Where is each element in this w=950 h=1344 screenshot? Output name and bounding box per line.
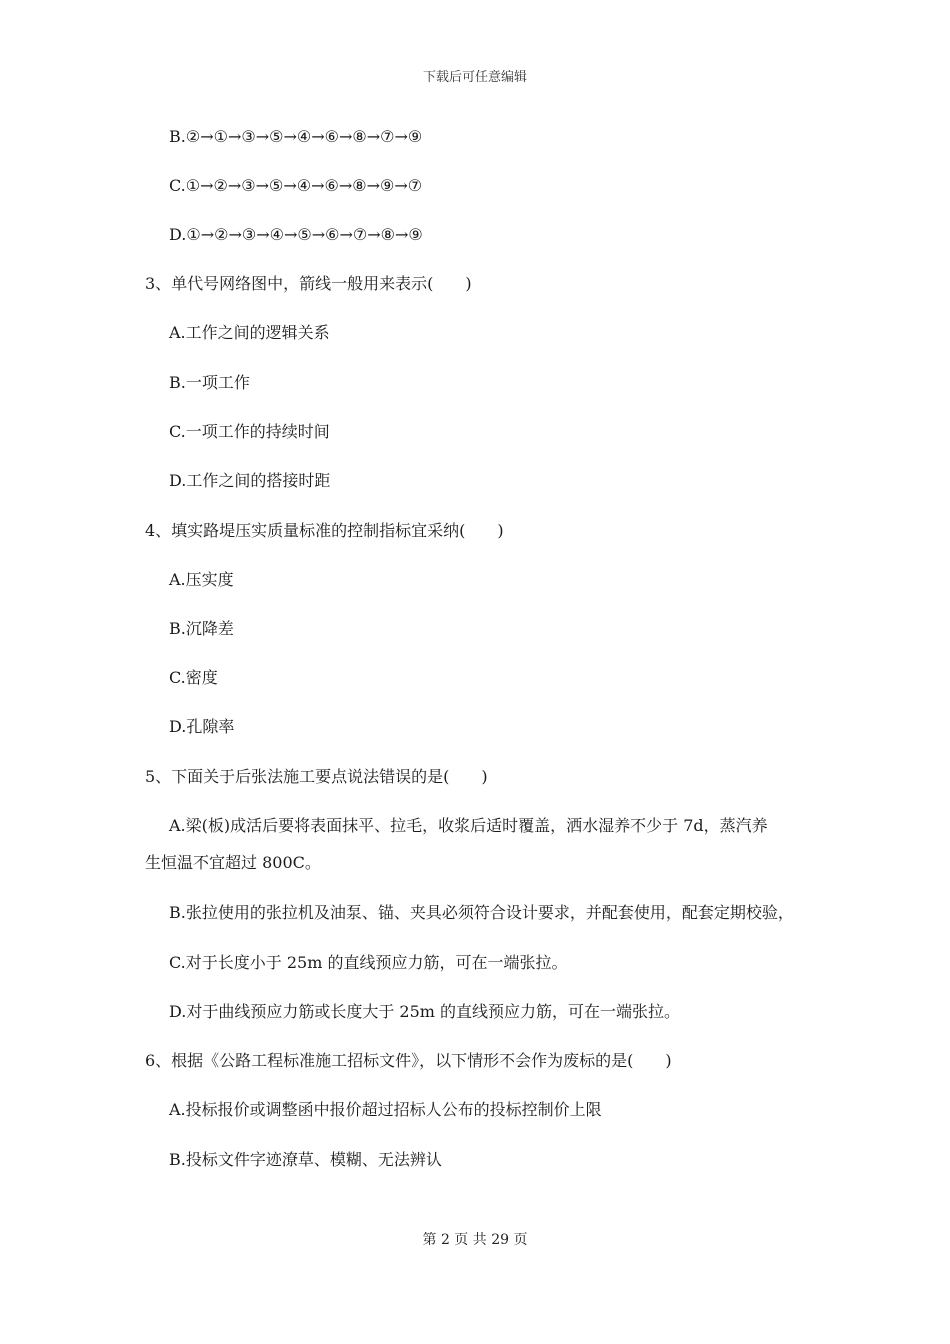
- option-line: B.一项工作: [169, 373, 250, 392]
- question-line: 4、填实路堤压实质量标准的控制指标宜采纳( ): [145, 521, 504, 540]
- question-line: 5、下面关于后张法施工要点说法错误的是( ): [145, 767, 488, 786]
- question-line: 3、单代号网络图中，箭线一般用来表示( ): [145, 274, 472, 293]
- option-line: D.①→②→③→④→⑤→⑥→⑦→⑧→⑨: [169, 225, 423, 244]
- page-footer: 第 2 页 共 29 页: [422, 1232, 528, 1248]
- option-line: A.梁(板)成活后要将表面抹平、拉毛，收浆后适时覆盖，洒水湿养不少于 7d，蒸汽养: [169, 816, 768, 835]
- option-line: A.工作之间的逻辑关系: [169, 323, 330, 342]
- option-line: D.对于曲线预应力筋或长度大于 25m 的直线预应力筋，可在一端张拉。: [169, 1002, 681, 1021]
- page-header: 下载后可任意编辑: [422, 70, 527, 85]
- option-line: C.一项工作的持续时间: [169, 422, 330, 441]
- option-line: B.张拉使用的张拉机及油泵、锚、夹具必须符合设计要求，并配套使用，配套定期校验，: [169, 903, 794, 922]
- option-line: C.对于长度小于 25m 的直线预应力筋，可在一端张拉。: [169, 953, 568, 972]
- question-line: 6、根据《公路工程标准施工招标文件》，以下情形不会作为废标的是( ): [145, 1051, 672, 1070]
- option-continuation-line: 生恒温不宜超过 800C。: [145, 853, 321, 872]
- option-line: B.沉降差: [169, 619, 234, 638]
- option-line: C.密度: [169, 668, 218, 687]
- option-line: D.孔隙率: [169, 717, 235, 736]
- option-line: A.压实度: [169, 570, 234, 589]
- option-line: B.投标文件字迹潦草、模糊、无法辨认: [169, 1150, 442, 1169]
- option-line: D.工作之间的搭接时距: [169, 471, 331, 490]
- option-line: B.②→①→③→⑤→④→⑥→⑧→⑦→⑨: [169, 127, 423, 146]
- option-line: A.投标报价或调整函中报价超过招标人公布的投标控制价上限: [169, 1100, 602, 1119]
- option-line: C.①→②→③→⑤→④→⑥→⑧→⑨→⑦: [169, 176, 423, 195]
